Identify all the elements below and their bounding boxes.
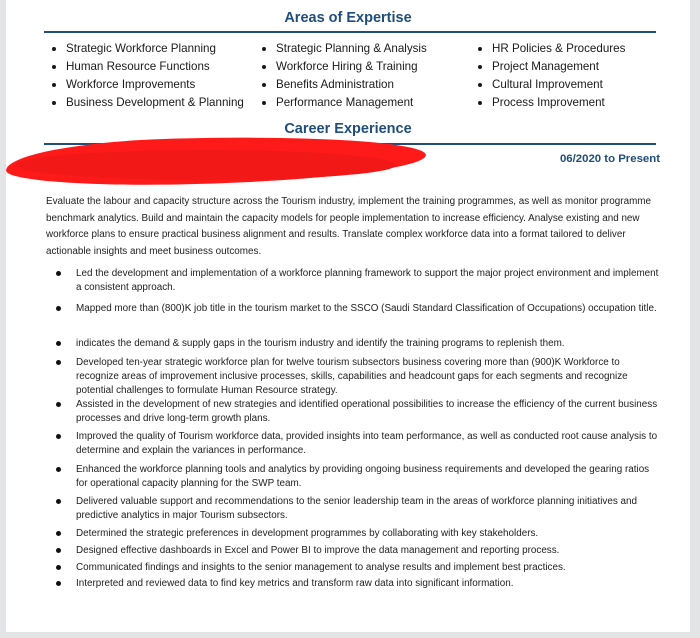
skill-item: Workforce Improvements [50, 76, 244, 94]
responsibility-item: Designed effective dashboards in Excel and Power BI to improve the data management and reporting process. [46, 544, 662, 558]
skill-item: Project Management [476, 58, 625, 76]
responsibility-item: Enhanced the workforce planning tools and analytics by providing ongoing business requirements and developed the gearing ratios for operational capacity planning for the SWP team. [46, 463, 662, 491]
responsibility-item: Mapped more than (800)K job title in the tourism market to the SSCO (Saudi Standard Classification of Occupations) occupation title. [46, 302, 662, 316]
responsibility-item: Interpreted and reviewed data to find key metrics and transform raw data into significant information. [46, 577, 662, 591]
skill-item: Benefits Administration [260, 76, 427, 94]
responsibility-item: Led the development and implementation of a workforce planning framework to support the major project environment and implement a consistent approach. [46, 267, 662, 295]
responsibility-item: Delivered valuable support and recommendations to the senior leadership team in the areas of workforce planning initiatives and predictive analytics in major Tourism subsectors. [46, 495, 662, 523]
skill-item: Human Resource Functions [50, 58, 244, 76]
job-date-range: 06/2020 to Present [559, 153, 660, 165]
areas-of-expertise-title: Areas of Expertise [284, 10, 412, 26]
responsibility-item: Improved the quality of Tourism workforce data, provided insights into team performance, as well as conducted root cause analysis to determine and explain the variances in performance. [46, 430, 662, 458]
resume-page [6, 0, 690, 632]
skills-column-2 [260, 40, 427, 112]
skill-item: Business Development & Planning [50, 94, 244, 112]
job-summary: Evaluate the labour and capacity structure across the Tourism industry, implement the training programmes, as well as monitor programme benchmark analytics. Build and maintain the capacity models for people implementation to increase efficiency. Analyse existing and new workforce plans to ensure practical business alignment and results. Translate complex workforce data into a format tailored to deliver actionable insights and meet business outcomes. [46, 196, 652, 257]
responsibility-item: Developed ten-year strategic workforce plan for twelve tourism subsectors business covering more than (900)K Workforce to recognize areas of improvement inclusive processes, skills, capabilities and headcount gaps for each segments and recognize potential challenges to formulate Human Resource strategy. [46, 356, 662, 399]
skill-item: Strategic Planning & Analysis [260, 40, 427, 58]
skills-column-1 [50, 40, 244, 112]
skill-item: Process Improvement [476, 94, 625, 112]
skill-item: Performance Management [260, 94, 427, 112]
skill-item: Workforce Hiring & Training [260, 58, 427, 76]
responsibility-item: Communicated findings and insights to the senior management to analyse results and implement best practices. [46, 561, 662, 575]
redaction-mark [16, 150, 396, 180]
skills-column-3 [476, 40, 625, 112]
skill-item: Cultural Improvement [476, 76, 625, 94]
career-experience-title: Career Experience [284, 121, 412, 137]
responsibility-item: Determined the strategic preferences in development programmes by collaborating with key stakeholders. [46, 527, 662, 541]
responsibility-item: Assisted in the development of new strategies and identified operational possibilities to increase the efficiency of the current business processes and drive long-term growth plans. [46, 398, 662, 426]
responsibility-item: indicates the demand & supply gaps in the tourism industry and identify the training programs to replenish them. [46, 337, 662, 351]
skill-item: Strategic Workforce Planning [50, 40, 244, 58]
section-divider [44, 31, 656, 33]
skill-item: HR Policies & Procedures [476, 40, 625, 58]
